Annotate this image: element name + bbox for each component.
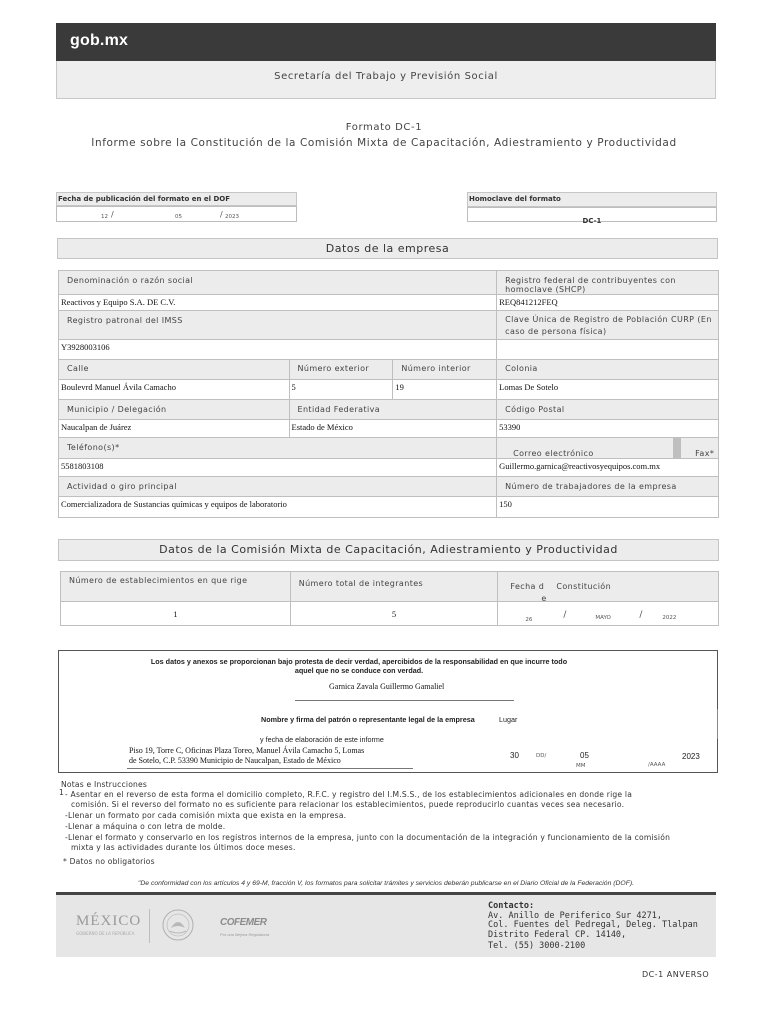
members-label: Número total de integrantes (298, 579, 424, 588)
constitution-date-label-b: Constitución (556, 582, 612, 591)
place-line (127, 768, 413, 769)
email-value: Guillermo.garnica@reactivosyequipos.com.mx (499, 461, 661, 471)
contact-block (488, 902, 698, 952)
street-value: Boulevrd Manuel Ávila Camacho (61, 382, 176, 392)
declaration-protest (59, 657, 659, 675)
elaboration-month-hint: MM (576, 763, 586, 769)
cp-label: Código Postal (505, 405, 565, 414)
elaboration-year-hint: /AAAA (648, 762, 666, 768)
cp-value: 53390 (499, 422, 521, 432)
activity-field[interactable] (59, 497, 497, 518)
imss-value: Y3928003106 (61, 342, 110, 352)
place-label-a: Lugar (499, 715, 518, 724)
imss-label-cell (59, 311, 497, 340)
constitution-day: 26 (525, 617, 533, 623)
footer (56, 892, 716, 957)
phone-label: Teléfono(s)* (67, 443, 120, 452)
cofemer-logo: COFEMER (220, 917, 267, 928)
elaboration-day-hint: DD/ (536, 753, 547, 759)
workers-field[interactable] (497, 497, 719, 518)
mexico-subtitle: GOBIERNO DE LA REPÚBLICA (76, 931, 135, 936)
colonia-field[interactable] (497, 380, 719, 400)
municipio-field[interactable] (59, 420, 290, 438)
place-line-2: de Sotelo, C.P. 53390 Municipio de Naucalpan, Estado de México (129, 756, 341, 765)
activity-label: Actividad o giro principal (67, 482, 177, 491)
company-table (58, 270, 719, 518)
municipio-label: Municipio / Delegación (67, 405, 167, 414)
int-label-cell (393, 360, 497, 380)
gobmx-logo: gob.mx (70, 32, 129, 49)
municipio-label-cell (59, 400, 290, 420)
rfc-field[interactable] (497, 295, 719, 311)
elaboration-day[interactable]: 30 (510, 751, 519, 760)
form-subtitle: Informe sobre la Constitución de la Comisión Mixta de Capacitación, Adiestramiento y Productividad (91, 137, 677, 149)
notes-marker: 1 (59, 788, 65, 797)
commission-table (60, 571, 719, 626)
declaration-box (58, 650, 718, 773)
colonia-label-cell (497, 360, 719, 380)
members-label-cell (290, 572, 498, 602)
place-field[interactable] (129, 746, 364, 766)
publication-slash-1: / (111, 210, 114, 219)
form-title: Formato DC-1 (345, 122, 423, 133)
note-item-1-cont: comisión. Si el reverso del formato no es suficiente para relacionar los establecimientos, puede reproducirlo cuantas veces sea necesario. (71, 800, 625, 809)
contact-line-1: Av. Anillo de Periferico Sur 4271, (488, 910, 662, 921)
rfc-label-cell (497, 271, 719, 295)
note-item-2: -Llenar un formato por cada comisión mixta que exista en la empresa. (65, 811, 347, 820)
members-field[interactable] (290, 602, 498, 626)
rfc-value: REQ841212FEQ (499, 297, 558, 307)
agency-name: Secretaría del Trabajo y Previsión Social (274, 71, 498, 82)
publication-month: 05 (175, 214, 182, 220)
street-field[interactable] (59, 380, 290, 400)
cofemer-subtitle: Por una Mejora Regulatoria (220, 932, 269, 937)
elaboration-month[interactable]: 05 (580, 751, 589, 760)
contact-title: Contacto: (488, 901, 535, 911)
imss-label: Registro patronal del IMSS (67, 316, 183, 325)
fax-divider (673, 438, 681, 458)
protest-line-2: aquel que no se conduce con verdad. (294, 666, 424, 675)
note-item-1: - Asentar en el reverso de esta forma el domicilio completo, R.F.C. y registro del I.M.S.S., de los establecimientos adicionales en donde rige la (65, 790, 633, 799)
imss-field[interactable] (59, 340, 497, 360)
constitution-slash-1: / (563, 610, 567, 620)
street-label-cell (59, 360, 290, 380)
publication-slash-2: / (220, 210, 223, 219)
colonia-value: Lomas De Sotelo (499, 382, 559, 392)
note-item-4: -Llenar el formato y conservarlo en los registros internos de la empresa, junto con la documentación de la integración y funcionamiento de la comisión (65, 833, 671, 842)
workers-value: 150 (499, 499, 512, 509)
entidad-field[interactable] (289, 420, 497, 438)
notes-title: Notas e Instrucciones (61, 780, 148, 789)
notes-optional: * Datos no obligatorios (63, 857, 155, 866)
company-name-label: Denominación o razón social (67, 276, 194, 285)
entidad-value: Estado de México (291, 422, 353, 432)
activity-label-cell (59, 477, 497, 497)
fax-label: Fax* (695, 449, 715, 458)
publication-day: 12 (101, 214, 108, 220)
constitution-date-label-a: Fecha d (510, 582, 545, 591)
publication-date-header (56, 192, 297, 206)
cp-label-cell (497, 400, 719, 420)
ext-label-cell (289, 360, 393, 380)
signer-name[interactable]: Garnica Zavala Guillermo Gamaliel (329, 682, 445, 691)
header-bar (56, 23, 716, 61)
page-label: DC-1 ANVERSO (642, 970, 710, 979)
note-item-4-cont: mixta y las actividades durante los últimos doce meses. (71, 843, 296, 852)
curp-label: Clave Única de Registro de Población CURP (En caso de persona física) (505, 315, 712, 336)
homoclave-header (467, 192, 717, 207)
cp-field[interactable] (497, 420, 719, 438)
signature-line (295, 700, 514, 701)
note-item-3: -Llenar a máquina o con letra de molde. (65, 822, 226, 831)
ext-value: 5 (291, 382, 296, 392)
colonia-label: Colonia (505, 364, 538, 373)
establishments-label-cell (61, 572, 291, 602)
email-label-cell (497, 438, 719, 459)
entidad-label-cell (289, 400, 497, 420)
constitution-slash-2: / (639, 610, 643, 620)
int-field[interactable] (393, 380, 497, 400)
curp-label-cell (497, 311, 719, 340)
commission-section-title: Datos de la Comisión Mixta de Capacitación, Adiestramiento y Productividad (58, 539, 719, 561)
constitution-date-label-cell (498, 572, 719, 602)
notes-section (61, 780, 721, 867)
publication-date-label: Fecha de publicación del formato en el DOF (58, 195, 230, 203)
curp-value (497, 340, 718, 342)
homoclave-field[interactable] (467, 207, 717, 225)
phone-value: 5581803108 (61, 461, 104, 471)
constitution-year: 2022 (662, 615, 677, 621)
publication-year: 2023 (225, 214, 239, 220)
ext-field[interactable] (289, 380, 393, 400)
homoclave-label: Homoclave del formato (469, 195, 561, 203)
declaration-divider (717, 709, 718, 739)
phone-field[interactable] (59, 459, 497, 477)
activity-value: Comercializadora de Sustancias químicas y equipos de laboratorio (61, 499, 287, 509)
email-label: Correo electrónico (513, 449, 594, 458)
email-field[interactable] (497, 459, 719, 477)
publication-date-field[interactable] (56, 206, 297, 222)
company-name-label-cell (59, 271, 497, 295)
contact-phone: Tel. (55) 3000-2100 (488, 941, 586, 951)
workers-label: Número de trabajadores de la empresa (505, 482, 677, 491)
protest-line-1: Los datos y anexos se proporcionan bajo protesta de decir verdad, apercibidos de la responsabilidad en que incurre todo (150, 657, 568, 666)
homoclave-value: DC-1 (582, 217, 602, 225)
dof-footnote: "De conformidad con los artículos 4 y 69-M, fracción V, los formatos para solicitar trámites y servicios deberán publicarse en el Diario Oficial de la Federación (DOF). (137, 880, 634, 887)
int-value: 19 (395, 382, 404, 392)
signature-label: Nombre y firma del patrón o representante legal de la empresa (261, 715, 475, 724)
municipio-value: Naucalpan de Juárez (61, 422, 132, 432)
establishments-field[interactable] (61, 602, 291, 626)
company-section-title: Datos de la empresa (57, 238, 718, 259)
establishments-label: Número de establecimientos en que rige (69, 576, 248, 585)
company-name-value: Reactivos y Equipo S.A. DE C.V. (61, 297, 176, 307)
phone-label-cell (59, 438, 497, 459)
int-label: Número interior (401, 364, 471, 373)
constitution-date-label-c: e (541, 594, 547, 603)
ext-label: Número exterior (297, 364, 370, 373)
company-name-field[interactable] (59, 295, 497, 311)
constitution-month: MAYO (595, 615, 611, 621)
establishments-value: 1 (173, 609, 178, 619)
place-line-1: Piso 19, Torre C, Oficinas Plaza Toreo, Manuel Ávila Camacho 5, Lomas (129, 746, 365, 755)
footer-divider (149, 909, 150, 943)
street-label: Calle (67, 364, 89, 373)
contact-line-2: Col. Fuentes del Pedregal, Deleg. Tlalpan (488, 920, 698, 930)
agency-bar (56, 61, 716, 99)
contact-line-3: Distrito Federal CP. 14140, (488, 929, 627, 940)
elaboration-year[interactable]: 2023 (682, 752, 700, 761)
place-label-b: y fecha de elaboración de este informe (260, 735, 384, 744)
workers-label-cell (497, 477, 719, 497)
curp-field[interactable] (497, 340, 719, 360)
national-seal-icon (158, 908, 198, 942)
mexico-wordmark: MÉXICO (76, 913, 142, 929)
members-value: 5 (391, 609, 397, 619)
rfc-label: Registro federal de contribuyentes con homoclave (SHCP) (505, 276, 676, 294)
entidad-label: Entidad Federativa (297, 405, 381, 414)
constitution-date-field[interactable] (498, 602, 719, 626)
